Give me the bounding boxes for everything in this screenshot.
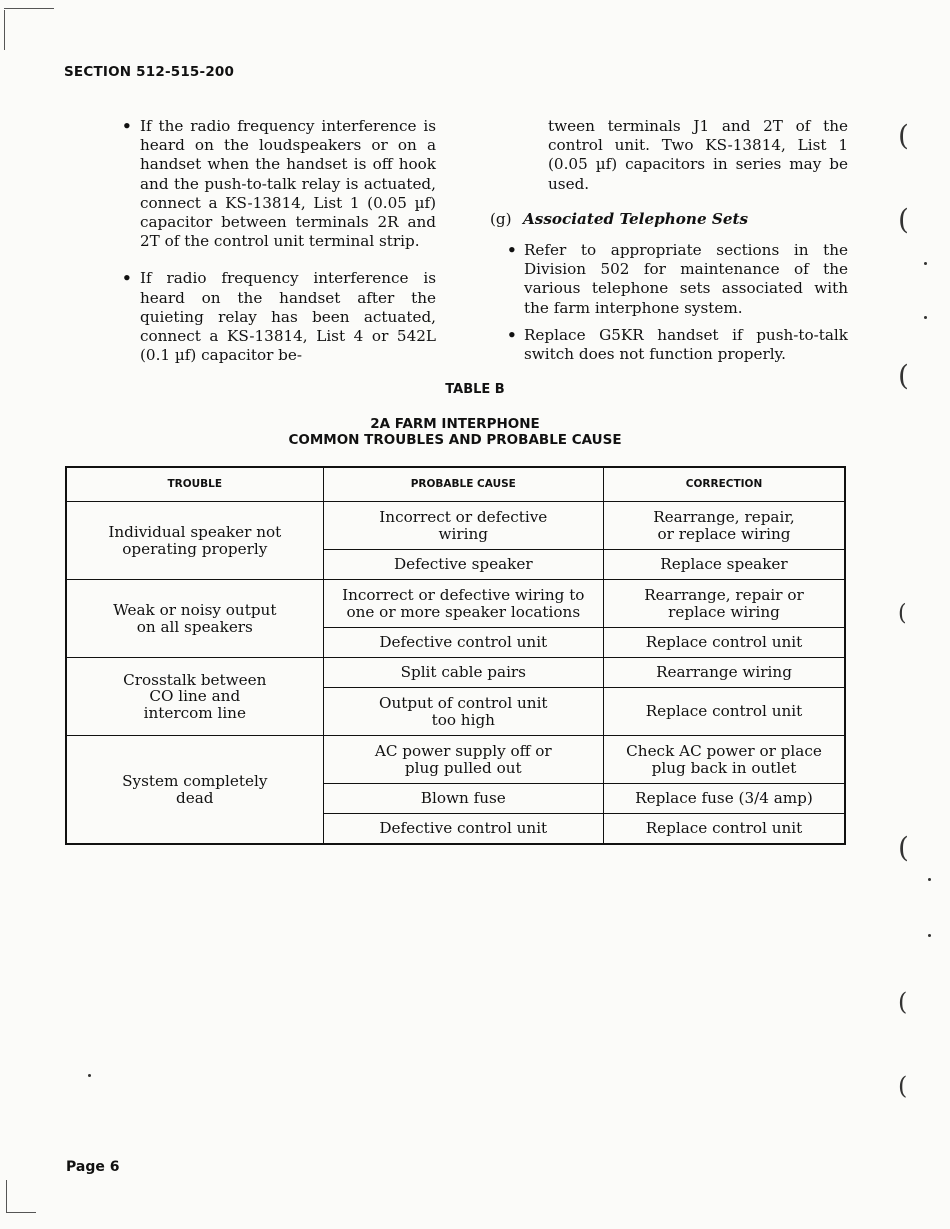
- table-row: [66, 502, 845, 550]
- telephone-sets-bullet-1: • Refer to appropriate sections in the Division 502 for maintenance of the various telephone sets associated with the farm interphone system.: [490, 241, 848, 318]
- subsection-heading: [490, 210, 848, 229]
- correction-cell: Rearrange, repair or replace wiring: [604, 580, 846, 628]
- table-title-line-2: COMMON TROUBLES AND PROBABLE CAUSE: [288, 432, 622, 448]
- header-probable-cause: PROBABLE CAUSE: [323, 467, 603, 502]
- right-column: [490, 117, 848, 372]
- correction-cell: Check AC power or place plug back in outlet: [604, 736, 846, 784]
- cause-cell: Incorrect or defective wiring: [323, 502, 603, 550]
- scan-border-top: [4, 8, 54, 9]
- scan-border-left: [4, 10, 5, 50]
- scan-border-left-lower: [6, 1180, 7, 1212]
- correction-cell: Replace control unit: [604, 688, 846, 736]
- correction-cell: Replace control unit: [604, 628, 846, 658]
- correction-cell: Replace fuse (3/4 amp): [604, 784, 846, 814]
- table-row: [66, 736, 845, 784]
- header-trouble: TROUBLE: [66, 467, 323, 502]
- scan-border-bottom: [6, 1212, 36, 1213]
- table-title: [0, 416, 910, 448]
- binder-hole-mark: (: [898, 1072, 908, 1100]
- scan-speck: [924, 262, 927, 265]
- cause-cell: Incorrect or defective wiring to one or more speaker locations: [323, 580, 603, 628]
- binder-hole-mark: (: [898, 601, 907, 626]
- table-row: [66, 580, 845, 628]
- telephone-sets-bullet-2: • Replace G5KR handset if push-to-talk switch does not function properly.: [490, 326, 848, 364]
- subsection-title: Associated Telephone Sets: [523, 209, 749, 228]
- page-number: Page 6: [66, 1159, 120, 1175]
- troubleshooting-table: [65, 466, 846, 845]
- table-header-row: [66, 467, 845, 502]
- cause-cell: AC power supply off or plug pulled out: [323, 736, 603, 784]
- section-header: SECTION 512-515-200: [64, 64, 235, 80]
- subsection-letter: (g): [490, 209, 512, 228]
- binder-hole-mark: (: [898, 119, 909, 152]
- binder-hole-mark: (: [898, 359, 909, 392]
- correction-cell: Replace speaker: [604, 550, 846, 580]
- trouble-cell: System completely dead: [66, 736, 323, 845]
- trouble-cell: Individual speaker not operating properly: [66, 502, 323, 580]
- binder-hole-mark: (: [898, 831, 909, 864]
- rf-interference-paragraph-1: • If the radio frequency interference is heard on the loudspeakers or on a handset when the handset is off hook and the push-to-talk relay is actuated, connect a KS-13814, List 1 (0.05 µf) capacitor between terminals 2R and 2T of the control unit terminal strip.: [122, 117, 436, 251]
- cause-cell: Defective control unit: [323, 814, 603, 845]
- correction-cell: Rearrange wiring: [604, 658, 846, 688]
- correction-cell: Rearrange, repair, or replace wiring: [604, 502, 846, 550]
- cause-cell: Output of control unit too high: [323, 688, 603, 736]
- scan-speck: [928, 878, 931, 881]
- table-title-line-1: 2A FARM INTERPHONE: [370, 416, 540, 432]
- scan-speck: [928, 934, 931, 937]
- rf-interference-paragraph-2: • If radio frequency interference is heard on the handset after the quieting relay has been actuated, connect a KS-13814, List 4 or 542L (0.1 µf) capacitor be-: [122, 269, 436, 365]
- binder-hole-mark: (: [898, 988, 908, 1016]
- trouble-cell: Weak or noisy output on all speakers: [66, 580, 323, 658]
- paragraph-continuation: tween terminals J1 and 2T of the control unit. Two KS-13814, List 1 (0.05 µf) capacitors in series may be used.: [548, 117, 848, 193]
- cause-cell: Blown fuse: [323, 784, 603, 814]
- table-row: [66, 658, 845, 688]
- scan-speck: [88, 1074, 91, 1077]
- cause-cell: Defective control unit: [323, 628, 603, 658]
- cause-cell: Split cable pairs: [323, 658, 603, 688]
- scan-speck: [924, 316, 927, 319]
- left-column: [122, 117, 436, 383]
- binder-hole-mark: (: [898, 203, 909, 236]
- table-label: TABLE B: [445, 382, 505, 397]
- cause-cell: Defective speaker: [323, 550, 603, 580]
- header-correction: CORRECTION: [604, 467, 846, 502]
- trouble-cell: Crosstalk between CO line and intercom line: [66, 658, 323, 736]
- correction-cell: Replace control unit: [604, 814, 846, 845]
